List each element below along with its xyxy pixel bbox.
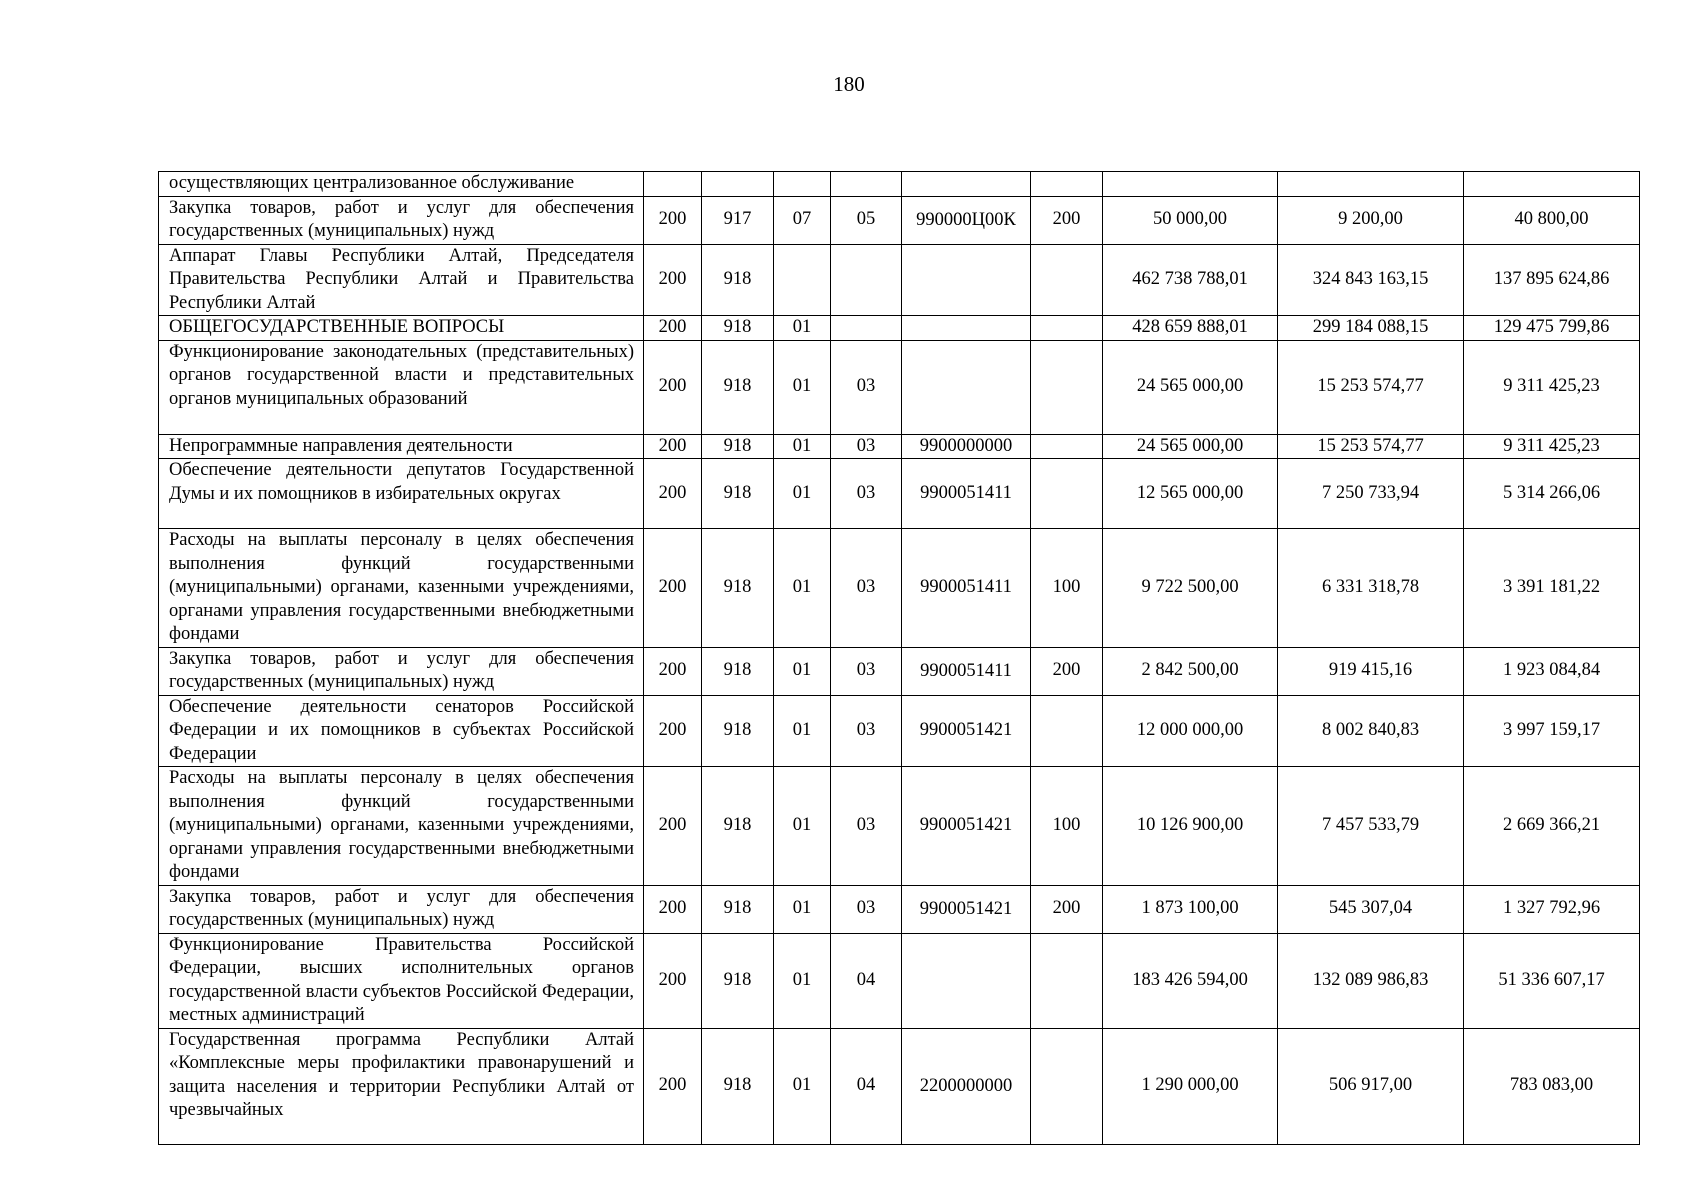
row-expense-type: 100 bbox=[1031, 529, 1103, 648]
row-target-article: 9900051421 bbox=[902, 695, 1031, 767]
row-section: 07 bbox=[774, 196, 831, 244]
row-code-grbs: 918 bbox=[702, 316, 774, 341]
table-row bbox=[159, 767, 1640, 886]
row-remaining-amount: 129 475 799,86 bbox=[1464, 316, 1640, 341]
row-code-ved: 200 bbox=[644, 933, 702, 1028]
row-code-ved bbox=[644, 172, 702, 197]
row-remaining-amount: 5 314 266,06 bbox=[1464, 459, 1640, 529]
row-section: 01 bbox=[774, 434, 831, 459]
row-section: 01 bbox=[774, 459, 831, 529]
row-section: 01 bbox=[774, 340, 831, 434]
row-code-ved: 200 bbox=[644, 529, 702, 648]
table-row bbox=[159, 885, 1640, 933]
row-code-grbs: 918 bbox=[702, 434, 774, 459]
row-remaining-amount: 3 391 181,22 bbox=[1464, 529, 1640, 648]
row-expense-type bbox=[1031, 459, 1103, 529]
row-executed-amount: 8 002 840,83 bbox=[1278, 695, 1464, 767]
row-code-grbs: 918 bbox=[702, 244, 774, 316]
row-expense-type: 200 bbox=[1031, 885, 1103, 933]
row-subsection: 03 bbox=[831, 885, 902, 933]
row-expense-type bbox=[1031, 434, 1103, 459]
row-planned-amount: 428 659 888,01 bbox=[1103, 316, 1278, 341]
row-planned-amount: 10 126 900,00 bbox=[1103, 767, 1278, 886]
table-row bbox=[159, 172, 1640, 197]
row-subsection bbox=[831, 172, 902, 197]
row-executed-amount: 6 331 318,78 bbox=[1278, 529, 1464, 648]
row-executed-amount: 299 184 088,15 bbox=[1278, 316, 1464, 341]
row-subsection: 03 bbox=[831, 529, 902, 648]
row-code-ved: 200 bbox=[644, 459, 702, 529]
row-target-article bbox=[902, 933, 1031, 1028]
row-code-ved: 200 bbox=[644, 1028, 702, 1144]
row-code-grbs: 918 bbox=[702, 695, 774, 767]
row-code-ved: 200 bbox=[644, 885, 702, 933]
row-code-ved: 200 bbox=[644, 647, 702, 695]
row-remaining-amount: 1 327 792,96 bbox=[1464, 885, 1640, 933]
row-executed-amount: 919 415,16 bbox=[1278, 647, 1464, 695]
row-expense-type bbox=[1031, 1028, 1103, 1144]
row-target-article: 9900051421 bbox=[902, 767, 1031, 886]
row-remaining-amount: 783 083,00 bbox=[1464, 1028, 1640, 1144]
table-row bbox=[159, 529, 1640, 648]
row-code-grbs: 918 bbox=[702, 1028, 774, 1144]
row-subsection: 03 bbox=[831, 434, 902, 459]
table-row bbox=[159, 647, 1640, 695]
row-target-article: 9900051411 bbox=[902, 529, 1031, 648]
row-subsection: 03 bbox=[831, 340, 902, 434]
row-section bbox=[774, 172, 831, 197]
row-code-grbs: 918 bbox=[702, 340, 774, 434]
row-section: 01 bbox=[774, 1028, 831, 1144]
row-target-article: 9900051411 bbox=[902, 647, 1031, 695]
row-code-grbs: 918 bbox=[702, 933, 774, 1028]
table-row bbox=[159, 933, 1640, 1028]
row-code-grbs: 918 bbox=[702, 885, 774, 933]
row-code-grbs: 918 bbox=[702, 647, 774, 695]
row-section: 01 bbox=[774, 529, 831, 648]
row-remaining-amount: 9 311 425,23 bbox=[1464, 340, 1640, 434]
row-subsection: 03 bbox=[831, 647, 902, 695]
row-target-article: 9900051421 bbox=[902, 885, 1031, 933]
row-remaining-amount: 51 336 607,17 bbox=[1464, 933, 1640, 1028]
row-executed-amount: 9 200,00 bbox=[1278, 196, 1464, 244]
row-target-article: 990000Ц00К bbox=[902, 196, 1031, 244]
row-subsection: 04 bbox=[831, 933, 902, 1028]
row-code-ved: 200 bbox=[644, 340, 702, 434]
row-expense-type bbox=[1031, 244, 1103, 316]
table-row bbox=[159, 695, 1640, 767]
row-subsection: 04 bbox=[831, 1028, 902, 1144]
row-name: Закупка товаров, работ и услуг для обеспечения государственных (муниципальных) нужд bbox=[159, 885, 644, 933]
table-row bbox=[159, 316, 1640, 341]
row-target-article: 9900051411 bbox=[902, 459, 1031, 529]
row-target-article bbox=[902, 172, 1031, 197]
row-code-grbs: 918 bbox=[702, 529, 774, 648]
row-expense-type bbox=[1031, 933, 1103, 1028]
row-target-article bbox=[902, 340, 1031, 434]
row-name: Аппарат Главы Республики Алтай, Председателя Правительства Республики Алтай и Правительства Республики Алтай bbox=[159, 244, 644, 316]
row-remaining-amount: 137 895 624,86 bbox=[1464, 244, 1640, 316]
row-expense-type: 200 bbox=[1031, 196, 1103, 244]
row-executed-amount: 545 307,04 bbox=[1278, 885, 1464, 933]
row-name: Функционирование Правительства Российской Федерации, высших исполнительных органов государственной власти субъектов Российской Федерации, местных администраций bbox=[159, 933, 644, 1028]
row-subsection bbox=[831, 244, 902, 316]
row-expense-type bbox=[1031, 340, 1103, 434]
row-expense-type bbox=[1031, 695, 1103, 767]
row-name: Обеспечение деятельности депутатов Государственной Думы и их помощников в избирательных округах bbox=[159, 459, 644, 529]
row-code-ved: 200 bbox=[644, 196, 702, 244]
row-name: Обеспечение деятельности сенаторов Российской Федерации и их помощников в субъектах Российской Федерации bbox=[159, 695, 644, 767]
row-target-article bbox=[902, 316, 1031, 341]
table-row bbox=[159, 434, 1640, 459]
row-planned-amount: 2 842 500,00 bbox=[1103, 647, 1278, 695]
row-expense-type: 200 bbox=[1031, 647, 1103, 695]
row-code-grbs: 918 bbox=[702, 459, 774, 529]
table-row bbox=[159, 1028, 1640, 1144]
table-row bbox=[159, 340, 1640, 434]
row-executed-amount: 15 253 574,77 bbox=[1278, 340, 1464, 434]
row-name: Расходы на выплаты персоналу в целях обеспечения выполнения функций государственными (муниципальными) органами, казенными учреждениями, органами управления государственными внебюджетными фондами bbox=[159, 767, 644, 886]
table-row bbox=[159, 196, 1640, 244]
row-remaining-amount bbox=[1464, 172, 1640, 197]
row-name: Непрограммные направления деятельности bbox=[159, 434, 644, 459]
row-code-grbs: 917 bbox=[702, 196, 774, 244]
row-planned-amount: 9 722 500,00 bbox=[1103, 529, 1278, 648]
row-target-article: 2200000000 bbox=[902, 1028, 1031, 1144]
row-planned-amount: 12 000 000,00 bbox=[1103, 695, 1278, 767]
row-section: 01 bbox=[774, 767, 831, 886]
row-remaining-amount: 1 923 084,84 bbox=[1464, 647, 1640, 695]
row-section: 01 bbox=[774, 316, 831, 341]
row-code-ved: 200 bbox=[644, 767, 702, 886]
row-section: 01 bbox=[774, 695, 831, 767]
row-section: 01 bbox=[774, 885, 831, 933]
table-row bbox=[159, 244, 1640, 316]
row-expense-type bbox=[1031, 316, 1103, 341]
row-planned-amount: 183 426 594,00 bbox=[1103, 933, 1278, 1028]
row-code-grbs: 918 bbox=[702, 767, 774, 886]
row-section: 01 bbox=[774, 933, 831, 1028]
row-expense-type: 100 bbox=[1031, 767, 1103, 886]
row-subsection: 05 bbox=[831, 196, 902, 244]
row-name: Государственная программа Республики Алтай «Комплексные меры профилактики правонарушений и защита населения и территории Республики Алтай от чрезвычайных bbox=[159, 1028, 644, 1144]
budget-table bbox=[158, 171, 1640, 1145]
row-name: осуществляющих централизованное обслуживание bbox=[159, 172, 644, 197]
row-planned-amount: 1 290 000,00 bbox=[1103, 1028, 1278, 1144]
row-remaining-amount: 40 800,00 bbox=[1464, 196, 1640, 244]
row-planned-amount: 462 738 788,01 bbox=[1103, 244, 1278, 316]
row-expense-type bbox=[1031, 172, 1103, 197]
row-name: Функционирование законодательных (представительных) органов государственной власти и представительных органов муниципальных образований bbox=[159, 340, 644, 434]
row-planned-amount: 50 000,00 bbox=[1103, 196, 1278, 244]
row-remaining-amount: 3 997 159,17 bbox=[1464, 695, 1640, 767]
row-planned-amount: 12 565 000,00 bbox=[1103, 459, 1278, 529]
row-planned-amount bbox=[1103, 172, 1278, 197]
row-planned-amount: 24 565 000,00 bbox=[1103, 340, 1278, 434]
row-executed-amount bbox=[1278, 172, 1464, 197]
row-target-article bbox=[902, 244, 1031, 316]
row-name: ОБЩЕГОСУДАРСТВЕННЫЕ ВОПРОСЫ bbox=[159, 316, 644, 341]
row-code-ved: 200 bbox=[644, 244, 702, 316]
row-remaining-amount: 9 311 425,23 bbox=[1464, 434, 1640, 459]
row-code-grbs bbox=[702, 172, 774, 197]
row-name: Закупка товаров, работ и услуг для обеспечения государственных (муниципальных) нужд bbox=[159, 647, 644, 695]
row-planned-amount: 24 565 000,00 bbox=[1103, 434, 1278, 459]
row-subsection bbox=[831, 316, 902, 341]
table-row bbox=[159, 459, 1640, 529]
row-remaining-amount: 2 669 366,21 bbox=[1464, 767, 1640, 886]
row-subsection: 03 bbox=[831, 695, 902, 767]
row-code-ved: 200 bbox=[644, 695, 702, 767]
row-subsection: 03 bbox=[831, 459, 902, 529]
row-executed-amount: 7 250 733,94 bbox=[1278, 459, 1464, 529]
row-subsection: 03 bbox=[831, 767, 902, 886]
row-name: Расходы на выплаты персоналу в целях обеспечения выполнения функций государственными (муниципальными) органами, казенными учреждениями, органами управления государственными внебюджетными фондами bbox=[159, 529, 644, 648]
row-planned-amount: 1 873 100,00 bbox=[1103, 885, 1278, 933]
row-executed-amount: 7 457 533,79 bbox=[1278, 767, 1464, 886]
page-number: 180 bbox=[833, 72, 865, 96]
row-section: 01 bbox=[774, 647, 831, 695]
row-code-ved: 200 bbox=[644, 434, 702, 459]
row-name: Закупка товаров, работ и услуг для обеспечения государственных (муниципальных) нужд bbox=[159, 196, 644, 244]
row-target-article: 9900000000 bbox=[902, 434, 1031, 459]
row-code-ved: 200 bbox=[644, 316, 702, 341]
row-executed-amount: 15 253 574,77 bbox=[1278, 434, 1464, 459]
row-executed-amount: 132 089 986,83 bbox=[1278, 933, 1464, 1028]
row-executed-amount: 506 917,00 bbox=[1278, 1028, 1464, 1144]
row-section bbox=[774, 244, 831, 316]
row-executed-amount: 324 843 163,15 bbox=[1278, 244, 1464, 316]
